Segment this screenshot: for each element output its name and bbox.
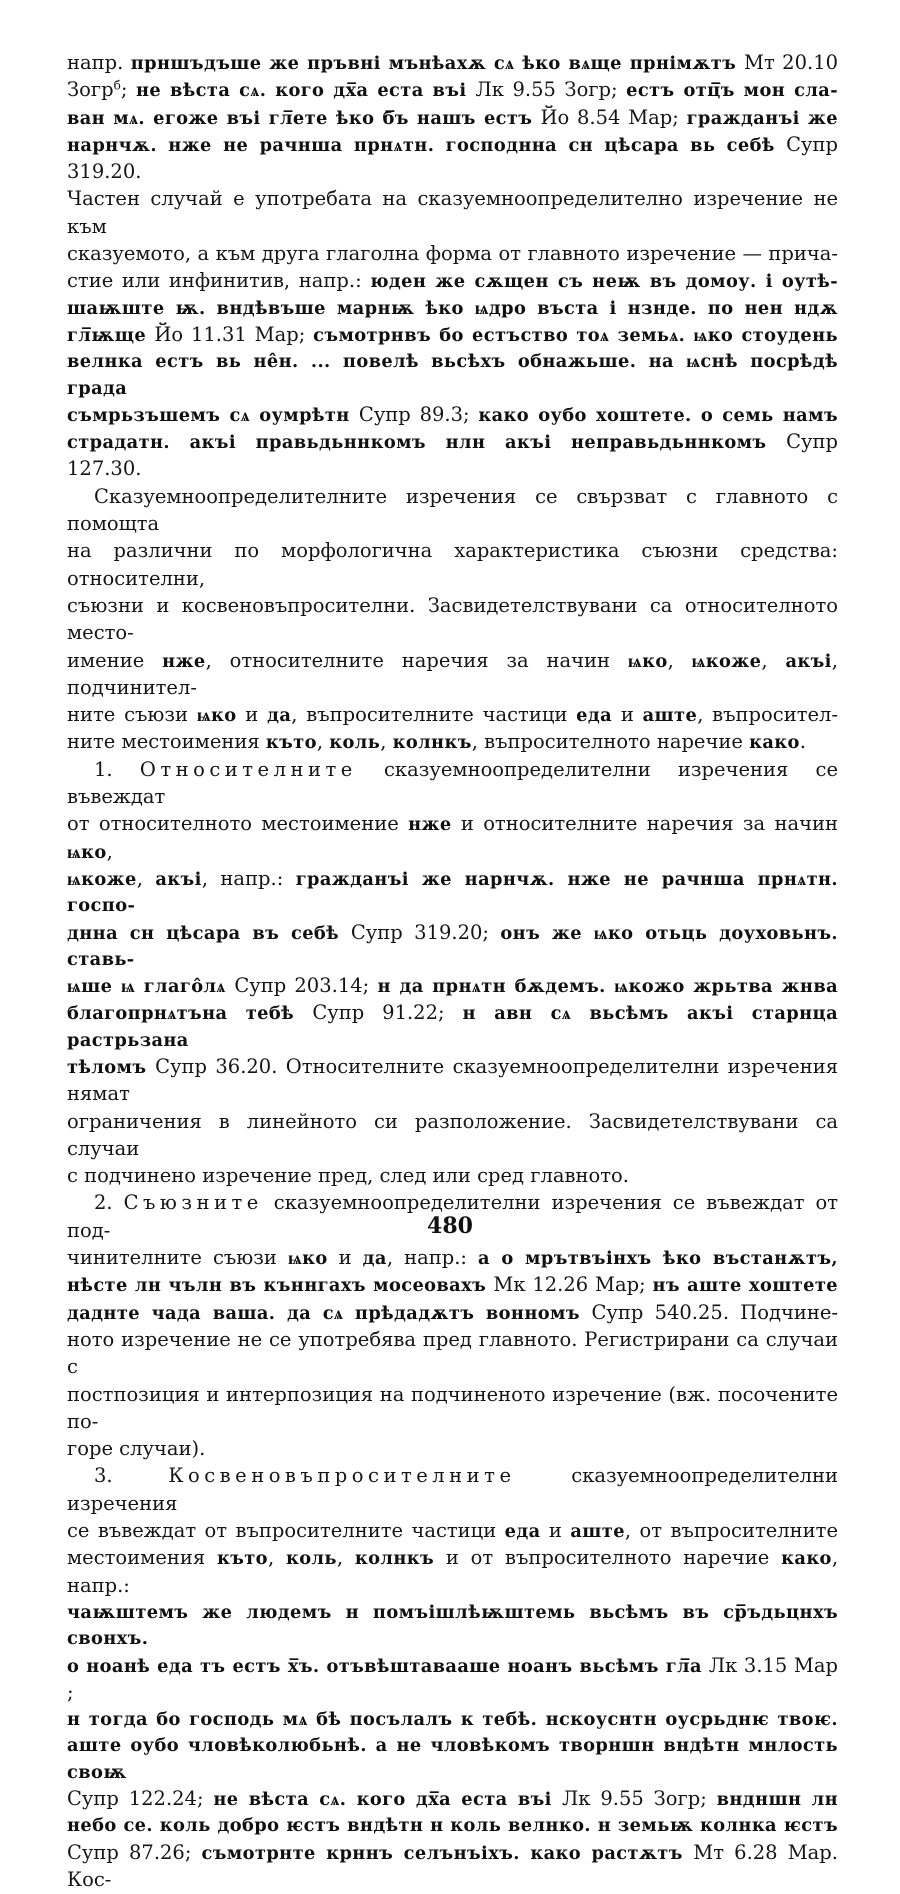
ocs-citation: страдатн. акъі правьдьннкомъ нлн акъі неправьдьннкомъ [67, 432, 787, 454]
text-segment: , [761, 648, 786, 672]
ocs-citation: н авн сѧ вьсѣмъ акъі старнца растрьзана [67, 1003, 838, 1051]
text-segment: Йо 11.31 Мар; [154, 322, 314, 346]
ocs-citation: акъі [155, 868, 202, 890]
ocs-citation: нже [162, 650, 206, 672]
text-segment: , напр.: [67, 1546, 839, 1597]
text-segment: местоимения [67, 1546, 217, 1570]
text-line [67, 1653, 838, 1708]
text-segment: , напр.: [201, 866, 296, 890]
text-line [67, 186, 838, 241]
text-line [67, 1463, 838, 1518]
ocs-citation: аште [642, 705, 698, 727]
ocs-citation: акъі [785, 650, 832, 672]
ocs-citation: еда [576, 705, 613, 727]
ocs-citation: гражданъі же [686, 107, 838, 129]
text-line [67, 349, 838, 402]
text-line [67, 429, 838, 484]
ocs-citation: чаѭштемъ же людемъ н помъішлѣѭштемь вьсѣмъ въ ср̅ъдьцнхъ свонхъ. [67, 1601, 838, 1650]
text-segment: и [540, 1519, 571, 1543]
ocs-citation: н тогда бо господь мѧ бѣ посълалъ к тебѣ. нскоуснтн оусрьднѥ твоѥ. [67, 1709, 838, 1731]
text-segment: Мт 20.10 [744, 51, 839, 74]
text-segment: 2. [94, 1191, 124, 1215]
ocs-citation: тѣломъ [67, 1056, 156, 1078]
text-line [67, 1733, 838, 1786]
ocs-citation: не вѣста сѧ. кого дх̅а еста въі [213, 1789, 563, 1810]
text-segment: , подчинител- [67, 648, 838, 699]
text-segment: Лк 9.55 Зогр; [475, 78, 627, 102]
ocs-citation: небо се. коль добро ѥстъ вндѣтн н коль велнко. н земьѭ колнка ѥстъ [67, 1815, 838, 1837]
text-line [67, 729, 838, 756]
text-segment: Лк 3.15 Мар ; [67, 1653, 838, 1704]
text-line [67, 268, 838, 295]
text-line [67, 241, 838, 268]
text-line [67, 648, 838, 703]
text-line [67, 1813, 838, 1839]
superscript-note: б [113, 78, 121, 93]
ocs-citation: коль [285, 1548, 337, 1570]
text-segment: стие или инфинитив, напр.: [67, 269, 371, 293]
text-segment: Частен случай е употребата на сказуемноопределително изречение не към [67, 187, 838, 238]
text-segment: Супр 319.20; [350, 920, 501, 944]
text-segment: на различни по морфологична характеристика съюзни средства: относителни, [67, 539, 838, 590]
text-segment: , [106, 839, 113, 863]
text-segment: Супр 127.30. [67, 430, 838, 481]
text-line [67, 1545, 838, 1600]
text-segment: ните съюзи [67, 703, 197, 727]
text-segment: Супр 540.25. Подчине- [591, 1300, 839, 1324]
text-line [67, 50, 838, 77]
text-segment: ; [120, 78, 136, 102]
ocs-citation: еда [504, 1521, 541, 1543]
ocs-citation: колнкъ [354, 1548, 435, 1570]
text-line [67, 1245, 838, 1272]
text-segment: , от въпросителните [624, 1519, 839, 1543]
text-segment: постпозиция и интерпозиция на подчиненото изречение (вж. посочените по- [67, 1382, 838, 1433]
text-line [67, 757, 838, 812]
text-segment: Супр 122.24; [67, 1787, 214, 1810]
text-segment: имение [67, 648, 163, 672]
text-segment: Супр 87.26; [67, 1840, 202, 1864]
text-segment: , въпросителното наречие [471, 730, 750, 754]
ocs-citation: къто [216, 1548, 268, 1570]
ocs-citation: съмотрнвъ бо естъство тоѧ земьѧ. ѩко стоудень [313, 324, 838, 346]
text-line [67, 1163, 838, 1190]
text-segment: Мк 12.26 Мар; [493, 1273, 653, 1297]
text-line [67, 1272, 838, 1299]
ocs-citation: днна сн цѣсара въ себѣ [67, 922, 351, 944]
text-segment: и [236, 703, 268, 727]
text-segment: , относителните наречия за начин [205, 648, 628, 672]
text-segment: и [327, 1246, 363, 1270]
ocs-citation: гл̅ѭще [67, 324, 155, 346]
text-segment: ното изречение не се употребява пред главното. Регистрирани са случаи с [67, 1327, 838, 1379]
text-line [67, 402, 838, 429]
text-line [67, 322, 838, 349]
ocs-citation: съмрьзъшемъ сѧ оумрѣтн [67, 404, 359, 426]
ocs-citation: ѩко [196, 705, 237, 727]
ocs-citation: коль [329, 732, 381, 754]
text-segment: Зогр [67, 78, 114, 102]
text-line [67, 811, 838, 866]
text-segment: напр. [67, 51, 131, 74]
text-segment: ните местоимения [67, 730, 266, 754]
text-segment: , [336, 1546, 355, 1570]
text-segment: чинителните съюзи [67, 1246, 288, 1270]
text-segment: , въпросител- [697, 703, 838, 727]
page-number: 480 [427, 1213, 473, 1239]
ocs-citation: гражданъі же нарнчѫ. нже не рачнша прнѧтн. госпо- [67, 868, 838, 917]
text-segment: Сказуемноопределителните изречения се свързват с главното с помощта [67, 484, 838, 536]
text-segment: сказуемото, а към друга глаголна форма от главното изречение — прича- [67, 242, 838, 266]
text-line [67, 1707, 838, 1733]
ocs-citation: естъ отц̅ъ мон сла- [626, 80, 838, 102]
ocs-citation: како [781, 1548, 832, 1570]
ocs-citation: не вѣста сѧ. кого дх̅а еста въі [135, 80, 476, 102]
text-line [67, 1109, 838, 1164]
text-segment: 3. [94, 1464, 169, 1488]
text-segment: Лк 9.55 Зогр; [562, 1787, 717, 1810]
ocs-citation: ѩко [67, 841, 107, 863]
ocs-citation: нарнчѫ. нже не рачнша прнѧтн. господнна сн цѣсара вь себѣ [67, 134, 787, 156]
text-segment: Супр 89.3; [358, 402, 479, 426]
text-segment: сказуемноопределителни изречения се въвеждат от под- [67, 1191, 838, 1242]
text-line [67, 1600, 838, 1653]
ocs-citation: аште оубо чловѣколюбьнѣ. а не чловѣкомъ творншн вндѣтн мнлость своѭ [67, 1735, 838, 1783]
text-segment: горе случаи). [67, 1437, 206, 1461]
text-segment: . [799, 730, 806, 754]
text-line [67, 593, 838, 648]
text-line [67, 105, 838, 132]
text-line [67, 973, 838, 1000]
text-segment: и от въпросителното наречие [434, 1546, 782, 1570]
ocs-citation: шаѭште ѭ. вндѣвъше марнѭ ѣко ѩдро въста і нзнде. по нен ндѫ [67, 297, 838, 319]
ocs-citation: даднте чада ваша. да сѧ прѣдадѫтъ вонномъ [67, 1302, 592, 1324]
ocs-citation: да [362, 1248, 387, 1270]
ocs-citation: вндншн лн [716, 1789, 838, 1810]
text-segment: , въпросителните частици [291, 703, 577, 727]
ocs-citation: благопрнѧтъна тебѣ [67, 1003, 313, 1025]
text-line [67, 132, 838, 187]
text-segment: се въвеждат от въпросителните частици [67, 1519, 505, 1543]
text-line [67, 538, 838, 593]
text-segment: и относителните наречия за начин [451, 812, 838, 836]
ocs-citation: ѩкоже [67, 868, 137, 890]
text-line [67, 866, 838, 920]
ocs-citation: нѣсте лн чълн въ къннгахъ мосеовахъ [67, 1275, 494, 1297]
text-line [67, 920, 838, 974]
text-segment: и [612, 703, 643, 727]
text-segment: сказуемноопределителни изречения [67, 1464, 838, 1515]
ocs-citation: нъ аште хоштете [652, 1275, 838, 1297]
text-segment: , [267, 1546, 286, 1570]
text-segment: от относителното местоимение [67, 812, 409, 836]
ocs-citation: нже [408, 814, 452, 836]
ocs-citation: онъ же ѩко отьць доуховьнъ. ставь- [67, 922, 838, 970]
text-segment: ограничения в линейното си разположение. Засвидетелствувани са случаи [67, 1109, 838, 1160]
ocs-citation: юден же сѫщен съ неѭ въ домоу. і оутѣ- [370, 271, 838, 293]
text-segment: Супр 91.22; [312, 1001, 463, 1025]
ocs-citation: велнка естъ вь не̂н. ... повелѣ вьсѣхъ обнажьше. на ѩснѣ посрѣдѣ града [67, 351, 838, 399]
text-line [67, 1327, 838, 1382]
spaced-emphasis: Относителните [139, 757, 357, 781]
text-segment: Мт 6.28 Мар. Кос- [67, 1840, 838, 1891]
ocs-citation: ѩкоже [691, 650, 762, 672]
text-line [67, 484, 838, 539]
ocs-citation: съмотрнте крннъ селънъіхъ. како растѫтъ [201, 1842, 694, 1864]
ocs-citation: къто [265, 732, 317, 754]
ocs-citation: ван мѧ. егоже въі гл̅ете ѣко б̅ъ нашъ естъ [67, 107, 541, 129]
text-segment: , [316, 730, 330, 754]
text-line [67, 1786, 838, 1813]
text-segment: Супр 36.20. Относителните сказуемноопределителни изречения нямат [67, 1054, 838, 1106]
ocs-citation: о ноанѣ еда тъ естъ х̅ъ. отъвѣштавааше ноанъ вьсѣмъ гл̅а [67, 1655, 709, 1677]
text-line [67, 1054, 838, 1109]
text-line [67, 1382, 838, 1437]
text-segment: с подчинено изречение пред, след или сред главното. [67, 1164, 629, 1188]
ocs-citation: колнкъ [392, 732, 472, 754]
text-segment: , [136, 866, 156, 890]
text-line [67, 1436, 838, 1463]
text-segment: съюзни и косвеновъпросителни. Засвидетелствувани са относителното место- [67, 593, 838, 645]
ocs-citation: ѩко [627, 650, 668, 672]
ocs-citation: прншъдъше же пръвні мънѣахѫ сѧ ѣко вѧще прнімѫтъ [130, 53, 744, 74]
ocs-citation: аште [570, 1521, 625, 1543]
spaced-emphasis: Съюзните [123, 1191, 263, 1215]
page-text-block [67, 50, 838, 1894]
ocs-citation: ѩко [287, 1248, 328, 1270]
text-segment: , напр.: [386, 1246, 478, 1270]
ocs-citation: ѩше ѩ глаго̂лѧ [67, 976, 235, 998]
text-line [67, 1300, 838, 1327]
text-segment: , [667, 648, 692, 672]
text-line [67, 1840, 838, 1894]
text-line [67, 1518, 838, 1545]
text-line [67, 77, 838, 104]
ocs-citation: да [267, 705, 292, 727]
text-segment: сказуемноопределителни изречения се въвеждат [67, 757, 838, 809]
spaced-emphasis: Косвеновъпросителните [168, 1464, 516, 1488]
text-segment: , [380, 730, 393, 754]
text-segment: 1. [94, 757, 140, 781]
text-line [67, 296, 838, 322]
ocs-citation: а о мрътвъінхъ ѣко въстанѫтъ, [478, 1248, 839, 1270]
text-line [67, 1000, 838, 1054]
ocs-citation: како [749, 732, 800, 754]
text-line [67, 702, 838, 729]
ocs-citation: како оубо хоштете. о семь намъ [478, 404, 838, 426]
ocs-citation: н да прнѧтн бѫдемъ. ѩкожо жрьтва жнва [377, 976, 839, 998]
text-segment: Йо 8.54 Мар; [540, 105, 687, 129]
text-segment: Супр 319.20. [67, 132, 838, 184]
text-segment: Супр 203.14; [234, 974, 378, 998]
